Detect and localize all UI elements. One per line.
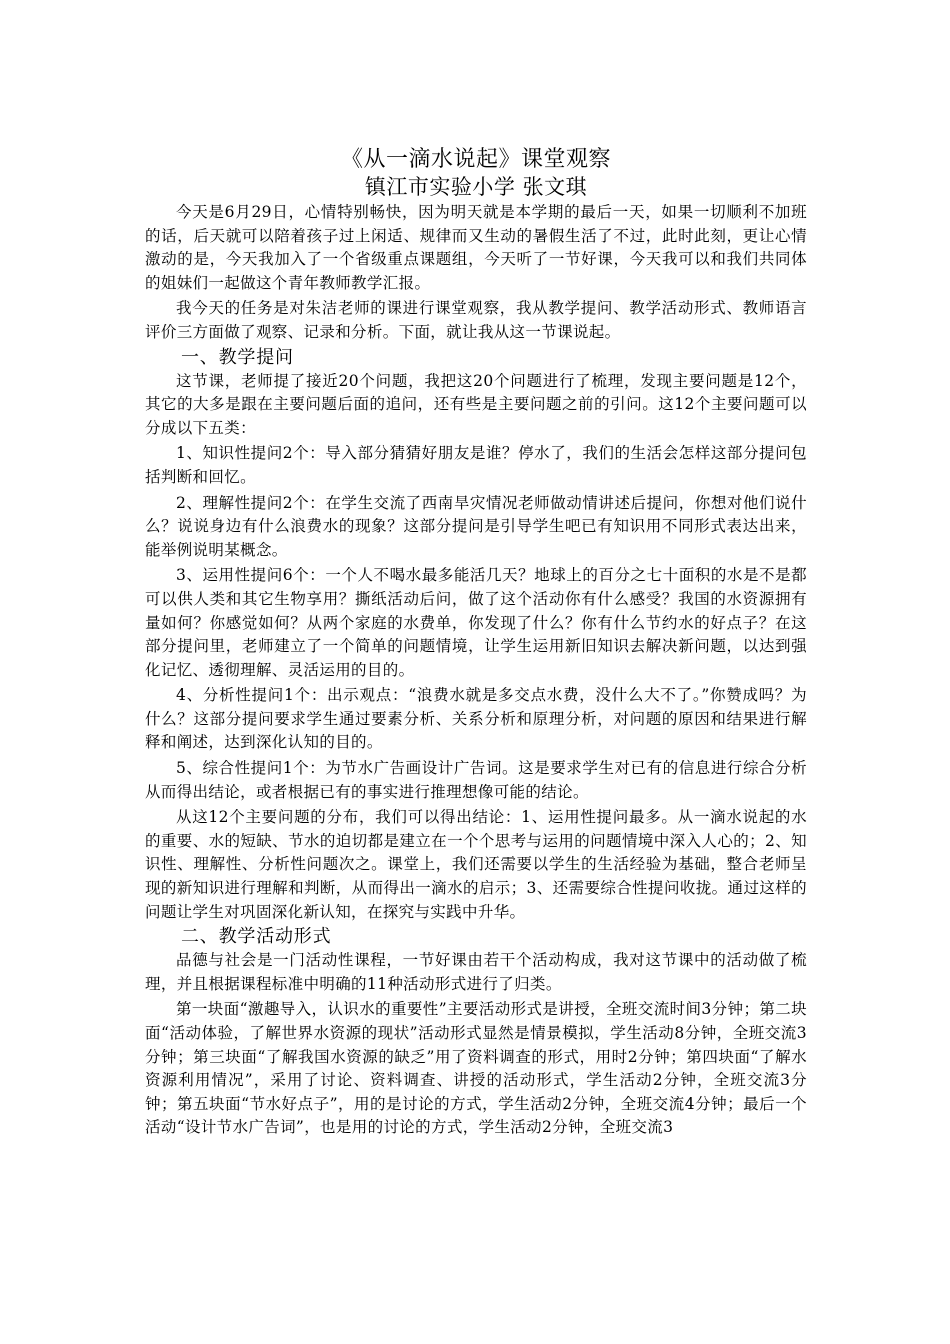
document-author: 镇江市实验小学 张文琪 (364, 175, 588, 199)
paragraph-analysis-questions: 4、分析性提问1个：出示观点：“浪费水就是多交点水费，没什么大不了。”你赞成吗？为什么？这部分提问要求学生通过要素分析、关系分析和原理分析，对问题的原因和结果进行解释和阐述，达到深化认知的目的。 (145, 686, 807, 752)
document-page (145, 146, 807, 1140)
paragraph-questions-overview: 这节课，老师提了接近20个问题，我把这20个问题进行了梳理，发现主要问题是12个，其它的大多是跟在主要问题后面的追问，还有些是主要问题之前的引问。这12个主要问题可以分成以下五类： (145, 371, 807, 437)
paragraph-synthesis-questions: 5、综合性提问1个：为节水广告画设计广告词。这是要求学生对已有的信息进行综合分析从而得出结论，或者根据已有的事实进行推理想像可能的结论。 (145, 759, 807, 801)
section-heading-activities: 二、教学活动形式 (181, 926, 332, 948)
paragraph-task: 我今天的任务是对朱洁老师的课进行课堂观察，我从教学提问、教学活动形式、教师语言评价三方面做了观察、记录和分析。下面，就让我从这一节课说起。 (145, 299, 807, 341)
paragraph-activities-detail: 第一块面“激趣导入，认识水的重要性”主要活动形式是讲授，全班交流时间3分钟；第二块面“活动体验，了解世界水资源的现状”活动形式显然是情景模拟，学生活动8分钟，全班交流3分钟；第三块面“了解我国水资源的缺乏”用了资料调查的形式，用时2分钟；第四块面“了解水资源利用情况”，采用了讨论、资料调查、讲授的活动形式，学生活动2分钟，全班交流3分钟；第五块面“节水好点子”，用的是讨论的方式，学生活动2分钟，全班交流4分钟；最后一个活动“设计节水广告词”，也是用的讨论的方式，学生活动2分钟，全班交流3 (145, 1000, 807, 1137)
paragraph-intro: 今天是6月29日，心情特别畅快，因为明天就是本学期的最后一天，如果一切顺利不加班的话，后天就可以陪着孩子过上闲适、规律而又生动的暑假生活了不过，此时此刻，更让心情激动的是，今天我加入了一个省级重点课题组，今天听了一节好课，今天我可以和我们共同体的姐妹们一起做这个青年教师教学汇报。 (145, 203, 807, 292)
paragraph-understanding-questions: 2、理解性提问2个：在学生交流了西南旱灾情况老师做动情讲述后提问，你想对他们说什么？说说身边有什么浪费水的现象？这部分提问是引导学生吧已有知识用不同形式表达出来，能举例说明某概念。 (145, 493, 807, 559)
paragraph-knowledge-questions: 1、知识性提问2个：导入部分猜猜好朋友是谁？停水了，我们的生活会怎样这部分提问包括判断和回忆。 (145, 444, 807, 486)
paragraph-application-questions: 3、运用性提问6个：一个人不喝水最多能活几天？地球上的百分之七十面积的水是不是都可以供人类和其它生物享用？撕纸活动后问，做了这个活动你有什么感受？我国的水资源拥有量如何？你感觉如何？从两个家庭的水费单，你发现了什么？你有什么节约水的好点子？在这部分提问里，老师建立了一个简单的问题情境，让学生运用新旧知识去解决新问题，以达到强化记忆、透彻理解、灵活运用的目的。 (145, 566, 807, 679)
paragraph-activities-intro: 品德与社会是一门活动性课程，一节好课由若干个活动构成，我对这节课中的活动做了梳理，并且根据课程标准中明确的11种活动形式进行了归类。 (145, 951, 807, 993)
section-heading-questioning: 一、教学提问 (181, 346, 294, 368)
document-title: 《从一滴水说起》课堂观察 (340, 147, 611, 172)
paragraph-questions-conclusion: 从这12个主要问题的分布，我们可以得出结论：1、运用性提问最多。从一滴水说起的水的重要、水的短缺、节水的迫切都是建立在一个个思考与运用的问题情境中深入人心的；2、知识性、理解性、分析性问题次之。课堂上，我们还需要以学生的生活经验为基础，整合老师呈现的新知识进行理解和判断，从而得出一滴水的启示；3、还需要综合性提问收拢。通过这样的问题让学生对巩固深化新认知，在探究与实践中升华。 (145, 808, 807, 921)
